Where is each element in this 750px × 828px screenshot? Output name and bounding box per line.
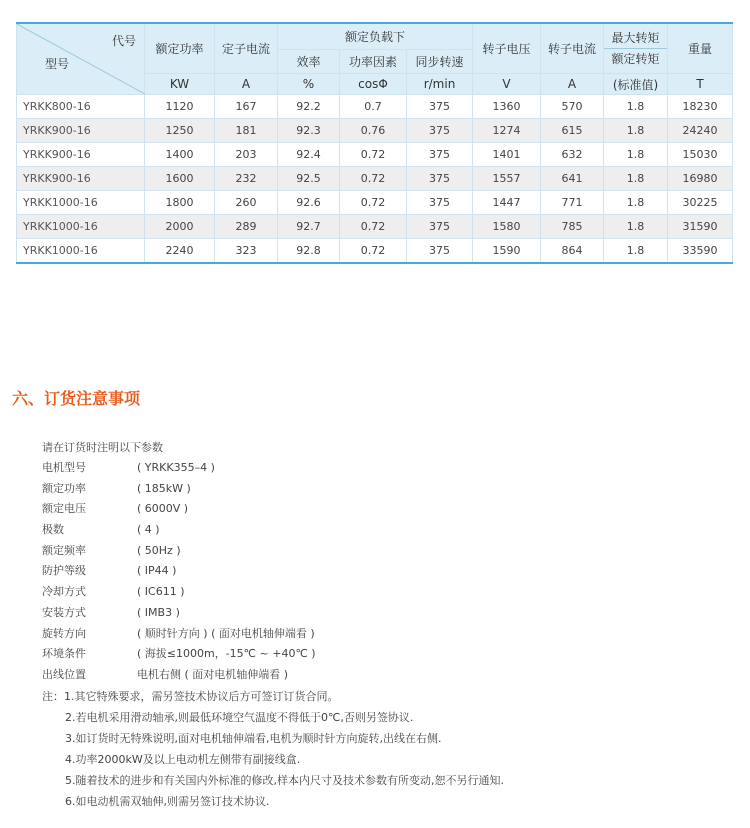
spec-table xyxy=(16,22,733,264)
power-cell: 2000 xyxy=(145,215,215,239)
model-cell: YRKK900-16 xyxy=(17,119,145,143)
notes xyxy=(42,686,504,812)
code-label: 代号 xyxy=(111,34,136,48)
param-row xyxy=(42,541,504,562)
param-row xyxy=(42,561,504,582)
efficiency-cell: 92.7 xyxy=(278,215,340,239)
rotor-current-cell: 570 xyxy=(541,95,604,119)
note-text: 1.其它特殊要求，需另签技术协议后方可签订订货合同。 xyxy=(64,689,339,703)
param-value: ( IMB3 ) xyxy=(137,605,180,619)
rotor-current-cell: 785 xyxy=(541,215,604,239)
param-key: 安装方式 xyxy=(42,605,86,619)
stator-current-header: 定子电流 xyxy=(215,23,278,74)
section-title: 六、订货注意事项 xyxy=(12,389,141,408)
weight-cell: 30225 xyxy=(668,191,733,215)
param-key: 出线位置 xyxy=(42,667,86,681)
speed-cell: 375 xyxy=(407,119,473,143)
power-factor-cell: 0.72 xyxy=(340,191,407,215)
table-row xyxy=(17,119,733,143)
rotor-voltage-cell: 1360 xyxy=(473,95,541,119)
torque-header xyxy=(604,23,668,74)
weight-cell: 15030 xyxy=(668,143,733,167)
current-cell: 167 xyxy=(215,95,278,119)
power-factor-cell: 0.72 xyxy=(340,167,407,191)
speed-cell: 375 xyxy=(407,239,473,264)
rotor-current-cell: 615 xyxy=(541,119,604,143)
param-row xyxy=(42,479,504,500)
param-key: 冷却方式 xyxy=(42,585,86,599)
param-row xyxy=(42,499,504,520)
weight-header: 重量 xyxy=(668,23,733,74)
max-torque-label: 最大转矩 xyxy=(604,28,667,49)
note-item: 3.如订货时无特殊说明,面对电机轴伸端看,电机为顺时针方向旋转,出线在右侧. xyxy=(65,731,442,745)
current-cell: 232 xyxy=(215,167,278,191)
model-label: 型号 xyxy=(45,57,70,71)
power-cell: 1400 xyxy=(145,143,215,167)
model-cell: YRKK1000-16 xyxy=(17,239,145,264)
model-cell: YRKK1000-16 xyxy=(17,215,145,239)
weight-cell: 18230 xyxy=(668,95,733,119)
rotor-voltage-unit: V xyxy=(473,74,541,95)
param-row xyxy=(42,624,504,645)
speed-cell: 375 xyxy=(407,143,473,167)
order-intro: 请在订货时注明以下参数 xyxy=(42,441,163,454)
model-cell: YRKK900-16 xyxy=(17,143,145,167)
rotor-voltage-cell: 1557 xyxy=(473,167,541,191)
model-cell: YRKK1000-16 xyxy=(17,191,145,215)
efficiency-cell: 92.6 xyxy=(278,191,340,215)
torque-cell: 1.8 xyxy=(604,167,668,191)
param-key: 环境条件 xyxy=(42,647,86,661)
rotor-voltage-cell: 1401 xyxy=(473,143,541,167)
rotor-current-cell: 771 xyxy=(541,191,604,215)
corner-header xyxy=(17,23,145,95)
param-row xyxy=(42,458,504,479)
power-cell: 2240 xyxy=(145,239,215,264)
speed-cell: 375 xyxy=(407,95,473,119)
torque-cell: 1.8 xyxy=(604,191,668,215)
torque-cell: 1.8 xyxy=(604,239,668,264)
param-key: 额定频率 xyxy=(42,543,86,557)
param-value: ( IP44 ) xyxy=(137,564,177,578)
speed-cell: 375 xyxy=(407,191,473,215)
current-cell: 181 xyxy=(215,119,278,143)
order-params xyxy=(42,437,504,812)
table-row xyxy=(17,143,733,167)
efficiency-cell: 92.3 xyxy=(278,119,340,143)
note-item xyxy=(42,686,504,707)
note-item: 2.若电机采用滑动轴承,则最低环境空气温度不得低于0℃,否则另签协议. xyxy=(65,710,414,724)
stator-current-unit: A xyxy=(215,74,278,95)
efficiency-unit: % xyxy=(278,74,340,95)
efficiency-cell: 92.5 xyxy=(278,167,340,191)
model-cell: YRKK900-16 xyxy=(17,167,145,191)
rotor-voltage-cell: 1447 xyxy=(473,191,541,215)
weight-cell: 24240 xyxy=(668,119,733,143)
power-factor-cell: 0.72 xyxy=(340,215,407,239)
efficiency-header: 效率 xyxy=(278,50,340,74)
weight-cell: 16980 xyxy=(668,167,733,191)
rotor-voltage-cell: 1590 xyxy=(473,239,541,264)
param-value: ( 185kW ) xyxy=(137,481,191,495)
rotor-voltage-cell: 1580 xyxy=(473,215,541,239)
param-value: ( YRKK355–4 ) xyxy=(137,461,215,474)
param-value: ( 50Hz ) xyxy=(137,543,181,557)
efficiency-cell: 92.2 xyxy=(278,95,340,119)
torque-cell: 1.8 xyxy=(604,119,668,143)
notes-label: 注： xyxy=(42,689,64,703)
efficiency-cell: 92.8 xyxy=(278,239,340,264)
note-item: 4.功率2000kW及以上电动机左侧带有副接线盒. xyxy=(65,752,301,766)
param-row xyxy=(42,665,504,686)
rated-load-header: 额定负载下 xyxy=(278,23,473,50)
rotor-current-cell: 864 xyxy=(541,239,604,264)
param-row xyxy=(42,644,504,665)
note-item: 5.随着技术的进步和有关国内外标准的修改,样本内尺寸及技术参数有所变动,恕不另行通知. xyxy=(65,773,504,787)
efficiency-cell: 92.4 xyxy=(278,143,340,167)
torque-cell: 1.8 xyxy=(604,215,668,239)
param-value: ( 4 ) xyxy=(137,523,160,537)
param-key: 电机型号 xyxy=(42,461,86,474)
rotor-current-cell: 632 xyxy=(541,143,604,167)
power-factor-cell: 0.76 xyxy=(340,119,407,143)
rotor-current-unit: A xyxy=(541,74,604,95)
param-value: ( 6000V ) xyxy=(137,502,189,516)
model-cell: YRKK800-16 xyxy=(17,95,145,119)
power-cell: 1800 xyxy=(145,191,215,215)
param-value: ( 海拔≤1000m，-15℃ ~ +40℃ ) xyxy=(137,647,316,661)
rotor-current-header: 转子电流 xyxy=(541,23,604,74)
param-value: ( IC611 ) xyxy=(137,585,185,599)
weight-cell: 33590 xyxy=(668,239,733,264)
table-row xyxy=(17,167,733,191)
param-value: 电机右侧 ( 面对电机轴伸端看 ) xyxy=(137,667,289,681)
power-factor-cell: 0.7 xyxy=(340,95,407,119)
power-factor-cell: 0.72 xyxy=(340,143,407,167)
rotor-current-cell: 641 xyxy=(541,167,604,191)
current-cell: 289 xyxy=(215,215,278,239)
current-cell: 260 xyxy=(215,191,278,215)
rated-power-header: 额定功率 xyxy=(145,23,215,74)
sync-speed-unit: r/min xyxy=(407,74,473,95)
power-cell: 1120 xyxy=(145,95,215,119)
power-factor-header: 功率因素 xyxy=(340,50,407,74)
power-factor-cell: 0.72 xyxy=(340,239,407,264)
param-key: 极数 xyxy=(42,523,64,537)
param-key: 旋转方向 xyxy=(42,626,86,640)
rated-torque-label: 额定转矩 xyxy=(611,52,660,66)
torque-cell: 1.8 xyxy=(604,95,668,119)
power-cell: 1600 xyxy=(145,167,215,191)
speed-cell: 375 xyxy=(407,167,473,191)
weight-unit: T xyxy=(668,74,733,95)
sync-speed-header: 同步转速 xyxy=(407,50,473,74)
torque-cell: 1.8 xyxy=(604,143,668,167)
table-row xyxy=(17,239,733,264)
standard-value-label: (标准值) xyxy=(604,74,668,95)
note-item: 6.如电动机需双轴伸,则需另签订技术协议. xyxy=(65,794,270,808)
weight-cell: 31590 xyxy=(668,215,733,239)
param-row xyxy=(42,603,504,624)
current-cell: 203 xyxy=(215,143,278,167)
speed-cell: 375 xyxy=(407,215,473,239)
rotor-voltage-cell: 1274 xyxy=(473,119,541,143)
power-factor-unit: cosΦ xyxy=(340,74,407,95)
table-row xyxy=(17,95,733,119)
param-key: 额定功率 xyxy=(42,481,86,495)
param-row xyxy=(42,520,504,541)
param-value: ( 顺时针方向 ) ( 面对电机轴伸端看 ) xyxy=(137,626,315,640)
table-row xyxy=(17,191,733,215)
param-row xyxy=(42,582,504,603)
param-key: 额定电压 xyxy=(42,502,86,516)
rated-power-unit: KW xyxy=(145,74,215,95)
power-cell: 1250 xyxy=(145,119,215,143)
rotor-voltage-header: 转子电压 xyxy=(473,23,541,74)
current-cell: 323 xyxy=(215,239,278,264)
table-row xyxy=(17,215,733,239)
param-key: 防护等级 xyxy=(42,564,86,578)
